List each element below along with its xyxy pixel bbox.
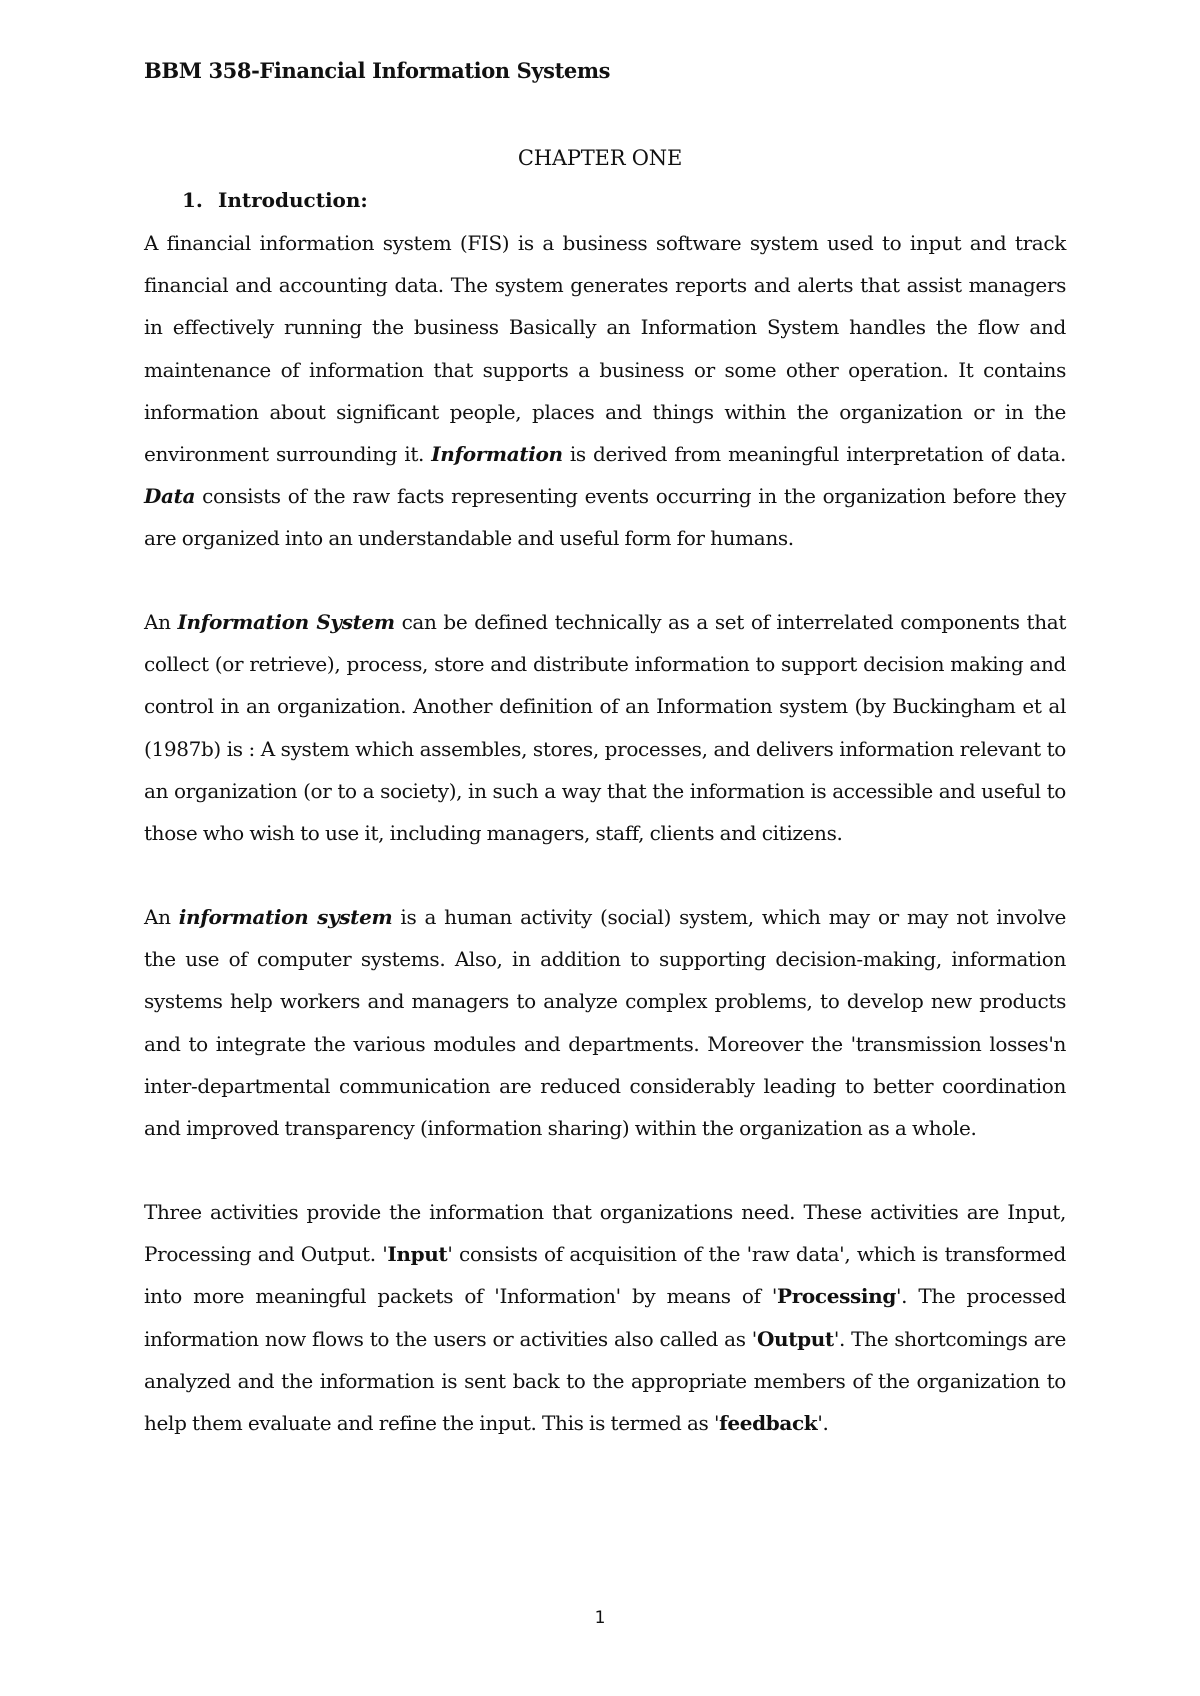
term-feedback: feedback: [719, 1411, 818, 1436]
paragraph-text: consists of the raw facts representing events occurring in the organization before they are organized into an understandable and useful form for humans.: [144, 484, 1066, 551]
paragraph-text: Three activities provide the information that organizations need. These activities are Input, Processing and Output. ': [144, 1200, 1066, 1267]
term-data: Data: [144, 484, 196, 509]
paragraph-text: A financial information system (FIS) is a business software system used to input and track financial and accounting data. The system generates reports and alerts that assist managers in effectively running the business Basically an Information System handles the flow and maintenance of information that supports a business or some other operation. It contains information about significant people, places and things within the organization or in the environment surrounding it.: [144, 231, 1066, 467]
paragraph-text: can be defined technically as a set of interrelated components that collect (or retrieve), process, store and distribute information to support decision making and control in an organization. Another definition of an Information system (by Buckingham et al (1987b) is : A system which assembles, stores, processes, and delivers information relevant to an organization (or to a society), in such a way that the information is accessible and useful to those who wish to use it, including managers, staff, clients and citizens.: [144, 610, 1067, 846]
paragraph-human-activity: [144, 896, 1066, 1149]
paragraph-text: An: [144, 905, 179, 929]
paragraph-text: ' consists of acquisition of the 'raw data', which is transformed into more meaningful packets of 'Information' by means of ': [144, 1242, 1067, 1309]
paragraph-fis-definition: [144, 222, 1066, 560]
running-header: BBM 358-Financial Information Systems: [144, 58, 611, 83]
paragraph-text: is derived from meaningful interpretation of data.: [562, 442, 1066, 467]
section-title: Introduction:: [218, 188, 368, 212]
chapter-title: CHAPTER ONE: [517, 146, 683, 170]
paragraph-text: '.: [817, 1411, 829, 1436]
section-heading: [182, 188, 368, 212]
page-number: 1: [594, 1608, 606, 1628]
term-input: Input: [387, 1242, 448, 1267]
term-information: Information: [431, 442, 563, 467]
paragraph-text: An: [144, 610, 178, 634]
paragraph-text: '. The shortcomings are analyzed and the information is sent back to the appropriate members of the organization to help them evaluate and refine the input. This is termed as ': [144, 1326, 1066, 1436]
section-number: 1.: [182, 188, 203, 212]
paragraph-text: '. The processed information now flows to the users or activities also called as ': [144, 1284, 1066, 1351]
term-output: Output: [756, 1326, 834, 1351]
paragraph-text: is a human activity (social) system, which may or may not involve the use of computer systems. Also, in addition to supporting decision-making, information systems help workers and managers to analyze complex problems, to develop new products and to integrate the various modules and departments. Moreover the 'transmission losses'n inter-departmental communication are reduced considerably leading to better coordination and improved transparency (information sharing) within the organization as a whole.: [144, 905, 1066, 1141]
term-information-system: information system: [178, 905, 393, 929]
paragraph-three-activities: [144, 1191, 1066, 1444]
term-information-system: Information System: [177, 610, 395, 634]
term-processing: Processing: [777, 1284, 896, 1309]
paragraph-is-definition: [144, 601, 1066, 854]
